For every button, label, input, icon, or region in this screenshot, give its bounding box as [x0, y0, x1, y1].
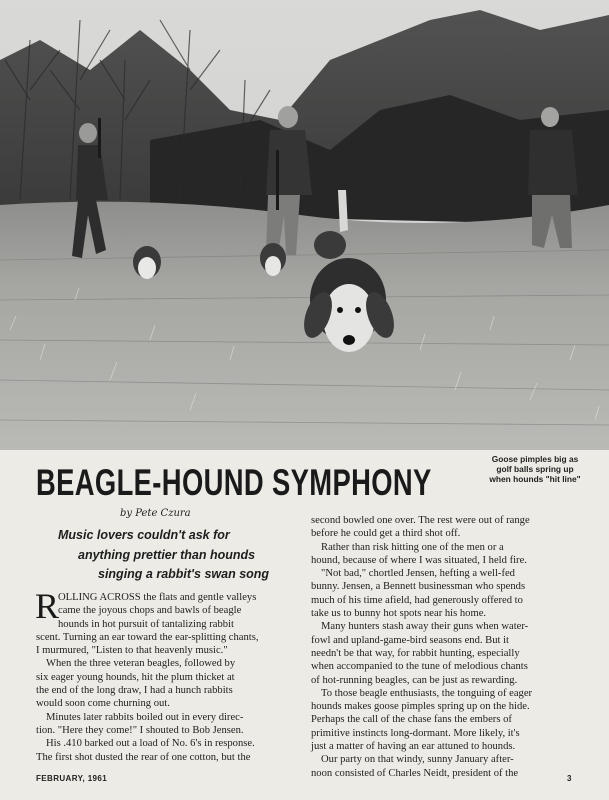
- text-line: Many hunters stash away their guns when water-: [321, 621, 529, 633]
- text-line: The first shot dusted the rear of one cotton, but the: [36, 751, 251, 763]
- photo-caption: [466, 454, 604, 484]
- text-line: fowl and upland-game-bird seasons end. But it: [311, 634, 510, 646]
- deck-line: Music lovers couldn't ask for: [58, 528, 230, 542]
- text-line: Rather than risk hitting one of the men or a: [321, 541, 504, 553]
- text-line: would soon come churning out.: [36, 698, 170, 710]
- text-line: His .410 barked out a load of No. 6's in response.: [46, 738, 255, 750]
- right-column: [311, 514, 573, 780]
- text-line: tion. "Here they come!" I shouted to Bob Jensen.: [36, 724, 244, 736]
- text-line: OLLING ACROSS the flats and gentle valleys: [58, 592, 257, 603]
- text-line: take us to bunny hot spots near his home.: [311, 608, 487, 620]
- text-line: To those beagle enthusiasts, the tonguing of eager: [321, 687, 533, 699]
- text-line: the end of the long draw, I had a hunch rabbits: [36, 685, 233, 697]
- deck-line: singing a rabbit's swan song: [98, 567, 270, 581]
- byline: by Pete Czura: [120, 508, 191, 519]
- caption-line: Goose pimples big as: [491, 454, 579, 464]
- text-line: before he could get a third shot off.: [311, 528, 461, 540]
- text-line: When the three veteran beagles, followed by: [46, 658, 236, 670]
- text-line: noon consisted of Charles Neidt, president of the: [311, 767, 519, 779]
- text-line: hound, because of where I was situated, I held fire.: [311, 554, 527, 566]
- text-line: scent. Turning an ear toward the ear-splitting chants,: [36, 631, 259, 643]
- left-column: [36, 591, 296, 764]
- text-line: hounds in hot pursuit of tantalizing rabbit: [58, 618, 234, 630]
- text-line: much of his time afield, had generously offered to: [311, 594, 523, 606]
- text-line: of hot-running beagles, can be just as rewarding.: [311, 674, 518, 686]
- text-line: Our party on that windy, sunny January after-: [321, 754, 514, 766]
- text-line: second bowled one over. The rest were out of range: [311, 515, 530, 526]
- text-line: I murmured, "Listen to that heavenly music.": [36, 645, 228, 657]
- text-line: when accompanied to the tune of melodious chants: [311, 661, 528, 673]
- text-line: Minutes later rabbits boiled out in every direc-: [46, 711, 244, 723]
- text-line: bunny. Jensen, a Bennett businessman who spends: [311, 581, 526, 593]
- drop-cap: R: [35, 586, 60, 626]
- caption-line: when hounds "hit line": [489, 474, 581, 484]
- caption-line: golf balls spring up: [496, 464, 574, 474]
- text-line: "Not bad," chortled Jensen, hefting a well-fed: [321, 568, 515, 580]
- text-line: just a matter of having an ear attuned to hounds.: [311, 741, 516, 753]
- article-title: BEAGLE-HOUND SYMPHONY: [36, 462, 432, 503]
- text-line: hounds makes goose pimples spring up on the hide.: [311, 701, 530, 713]
- text-line: primitive instincts long-dormant. More likely, it's: [311, 727, 520, 739]
- text-line: came the joyous chops and bawls of beagle: [58, 605, 242, 617]
- article-deck: [36, 526, 298, 585]
- text-line: six eager young hounds, hit the plum thicket at: [36, 671, 235, 683]
- page-number: 3: [567, 774, 572, 783]
- text-line: needn't be that way, for rabbit hunting, especially: [311, 647, 520, 659]
- text-line: Perhaps the call of the chase fans the embers of: [311, 714, 512, 726]
- deck-line: anything prettier than hounds: [78, 547, 256, 562]
- issue-date: FEBRUARY, 1961: [36, 774, 108, 783]
